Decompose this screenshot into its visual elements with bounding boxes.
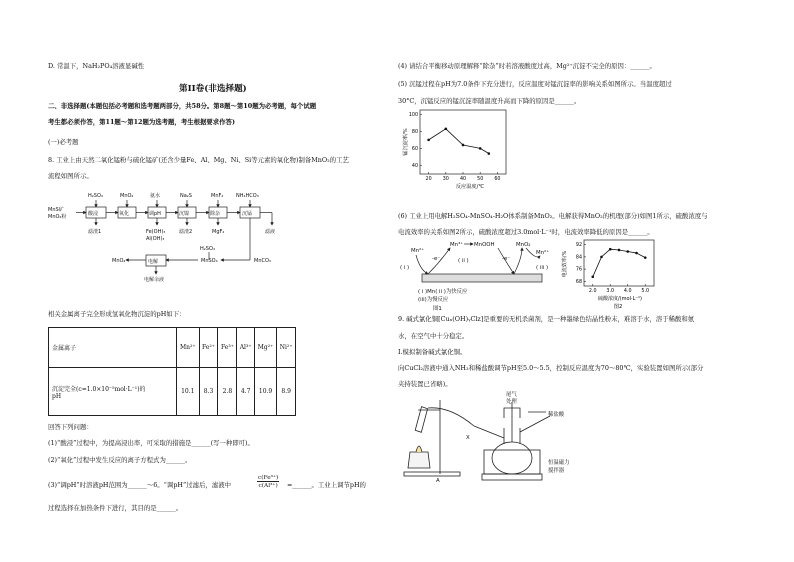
flow-product-1: MnO₂: [112, 258, 126, 264]
chart-2-xtick-label: 4.0: [623, 289, 632, 294]
flow-residue-4: 滤渣2: [179, 229, 193, 235]
mech-species-3: MnOOH: [474, 242, 495, 248]
flow-product-2: MnSO₄: [201, 258, 218, 264]
chart-2-frame: [584, 240, 654, 286]
ph-al3: 4.7: [237, 368, 254, 416]
mech-species-5: Mn²⁺: [536, 250, 550, 256]
table-row-label: [49, 368, 177, 416]
answer-intro: 回答下列问题：: [48, 423, 93, 431]
flow-reagent-2: MnO₂: [120, 193, 134, 199]
mech-step-3: ( iii ): [536, 265, 549, 271]
chart-1-ytick-label: 60: [411, 147, 418, 152]
electrode-bar: [422, 274, 542, 282]
flow-box-label-5: 除杂: [210, 211, 221, 217]
ph-mn2: 10.1: [177, 368, 200, 416]
ph-fe2: 8.3: [199, 368, 218, 416]
chart-1-ytick-label: 40: [411, 164, 418, 170]
chart-1-xtick-label: 40: [459, 177, 467, 182]
question-1: (1)“酸浸”过程中，为提高浸出率，可采取的措施是______(写一种即可)。: [48, 439, 254, 447]
chart-2-data-point: [609, 248, 612, 251]
flow-box-label-7: 电解: [148, 259, 159, 265]
mech-note-2: (iii)为慢反应: [418, 297, 449, 303]
question-3-part-c: 过程选择在加热条件下进行，其目的是______。: [48, 504, 183, 512]
chart-1-series-line: [429, 129, 489, 154]
chart-1-data-point: [427, 139, 430, 142]
chart-2-group: [576, 240, 654, 294]
question-9-part-i: Ⅰ.模拟制备碱式氯化铜。: [398, 348, 467, 356]
flow-product-3: MnCO₃: [254, 258, 271, 264]
question-6-line-2: 电流效率的关系如图2所示，硫酸浓度超过3.0mol·L⁻¹时，电流效率降低的原因是______。: [398, 228, 654, 236]
flow-bottom-note: 电解余液: [144, 277, 165, 283]
intro-line-2: 考生都必须作答，第11题～第12题为选考题，考生根据要求作答): [48, 118, 235, 126]
flow-residue-3: Al(OH)₃: [146, 236, 165, 242]
chart-1-xlabel: 反应温度/℃: [455, 184, 485, 190]
chart-1-frame: [420, 110, 506, 174]
ion-fe2: Fe²⁺: [199, 328, 218, 368]
mechanism-figure-1: [398, 238, 558, 312]
question-5-line-1: (5) 沉锰过程在pH为7.0条件下充分进行，反应温度对锰沉淀率的影响关系如图所示。当温度超过: [398, 80, 672, 88]
chart-2-data-point: [591, 276, 594, 279]
ion-mg2: Mg²⁺: [254, 328, 276, 368]
fig2-label: 图2: [613, 304, 623, 310]
question-2: (2)“氧化”过程中发生反应的离子方程式为______。: [48, 456, 192, 464]
chart-1-ytick-label: 80: [411, 129, 418, 135]
q8-line-1: 8. 工业上由天然二氧化锰粉与硫化锰矿(还含少量Fe、Al、Mg、Ni、Si等元素的氧化物)制备MnO₂的工艺: [48, 156, 349, 164]
row-label-line-2: pH: [52, 392, 62, 400]
flow-reagent-4: Na₂S: [180, 193, 192, 199]
question-4: (4) 请结合平衡移动原理解释“除杂”时若溶液酸度过高，Mg²⁺沉淀不完全的原因：______。: [398, 62, 656, 70]
intro-line-1: 二、非选择题(本题包括必考题和选考题两部分，共58分。第8题～第10题为必考题，每个试题: [48, 102, 317, 110]
flow-residue-5: MgF₂: [212, 229, 225, 235]
flow-box-label-6: 沉锰: [242, 211, 253, 217]
tail-gas-label-1: 尾气: [506, 392, 517, 398]
chart-1-group: [409, 110, 506, 182]
acid-concentration-chart: [560, 236, 660, 310]
tail-gas-label-2: 处理: [506, 399, 517, 405]
stirrer-label-1: 恒温磁力: [548, 460, 570, 466]
table-row: [49, 368, 296, 416]
chart-2-xlabel: 硫酸浓度/(mol·L⁻¹): [598, 296, 642, 302]
ion-al3: Al³⁺: [237, 328, 254, 368]
ratio-denominator: c(Al³⁺): [258, 483, 278, 489]
chart-1-data-point: [488, 152, 491, 155]
mech-step-1: ( i ): [400, 265, 410, 271]
question-3-part-b: =______。工业上调节pH的: [287, 481, 366, 489]
flow-feed-1: MnS矿: [48, 207, 64, 213]
chart-1-xtick-label: 20: [425, 177, 432, 182]
chart-1-ylabel: 锰沉淀率/%: [403, 128, 409, 156]
chart-1-xtick-label: 30: [442, 177, 449, 182]
chart-1-xtick-label: 60: [494, 177, 501, 182]
flow-box-label-4: 沉镍: [179, 211, 190, 217]
flow-residue-6: 滤液: [265, 229, 276, 235]
flow-reagent-7: H₂SO₄: [200, 246, 215, 252]
mech-step-2: ( ii ): [458, 258, 469, 264]
flow-feed-2: MnO₂粉: [48, 214, 67, 220]
ion-fe3: Fe³⁺: [218, 328, 237, 368]
chart-1-xtick-label: 50: [477, 177, 484, 182]
ph-ni2: 8.9: [277, 368, 296, 416]
flow-box-label-1: 酸浸: [88, 211, 99, 217]
question-9-procedure-2: 夹持装置已省略)。: [398, 380, 452, 388]
question-9-line-2: 水，在空气中十分稳定。: [398, 332, 469, 340]
chart-2-ytick-label: 68: [575, 280, 582, 285]
question-5-line-2: 30°C，沉锰反应的锰沉淀率随温度升高而下降的原因是______。: [398, 97, 581, 105]
chart-1-data-point: [479, 147, 482, 150]
table-intro: 相关金属离子完全形成氢氧化物沉淀的pH如下：: [48, 310, 186, 318]
stirrer-label-2: 搅拌器: [548, 468, 565, 474]
process-flow-diagram: [46, 188, 294, 288]
mech-species-4: MnO₂: [516, 242, 531, 248]
chart-2-data-point: [618, 249, 621, 252]
temperature-chart: [400, 106, 512, 190]
mech-species-1: Mn²⁺: [411, 248, 425, 254]
flow-box-label-3: 调pH: [149, 211, 161, 217]
chart-2-data-point: [600, 256, 603, 259]
chart-2-ytick-label: 84: [575, 255, 582, 261]
apparatus-diagram: [400, 388, 636, 484]
flow-residue-2: Fe(OH)₃: [146, 229, 166, 235]
chart-2-data-point: [626, 250, 629, 253]
ph-table: [48, 327, 296, 416]
question-9-line-1: 9. 碱式氯化铜[Cuₓ(OH)ᵧClz]是重要的无机杀菌剂，是一种墨绿色结晶性粉末，难溶于水，溶于稀酸和氨: [398, 315, 695, 323]
acid-label: 稀盐酸: [548, 412, 565, 418]
flow-reagent-3: 氨水: [150, 193, 161, 199]
chart-1-data-point: [462, 144, 465, 147]
row-label-line-1: 沉淀完全(c=1.0×10⁻⁵mol·L⁻¹)的: [52, 385, 146, 393]
chart-2-ytick-label: 76: [575, 267, 582, 273]
chart-2-xtick-label: 5.0: [641, 289, 650, 294]
apparatus-label-a: A: [436, 478, 440, 484]
mech-note-1: ( i )Mn( ii )为快反应: [418, 289, 468, 295]
q8-line-2: 流程如图所示。: [48, 172, 93, 180]
chart-2-data-point: [644, 256, 647, 259]
flow-box-label-2: 氧化: [119, 211, 130, 217]
section-title: 第II卷(非选择题): [179, 84, 247, 94]
ph-mg2: 10.9: [254, 368, 276, 416]
flow-reagent-1: H₂SO₄: [88, 193, 103, 199]
ion-mn2: Mn²⁺: [177, 328, 200, 368]
ph-fe3: 2.8: [218, 368, 237, 416]
table-header-row: [49, 328, 296, 368]
flow-residue-1: 滤渣1: [88, 229, 102, 235]
mech-electron-1: -e⁻: [432, 256, 441, 262]
chart-1-ytick-label: 100: [408, 112, 418, 118]
question-9-procedure-1: 向CuCl₂溶液中通入NH₃和稀盐酸调节pH至5.0～5.5，控制反应温度为70～80℃，实验装置如图所示(部分: [398, 364, 704, 372]
flow-reagent-6: NH₄HCO₃: [236, 193, 259, 199]
chart-2-xtick-label: 3.0: [606, 289, 615, 294]
flow-reagent-5: MnF₂: [211, 193, 224, 199]
mech-electron-2: -e⁻: [502, 256, 511, 262]
part-heading: (一)必考题: [48, 138, 79, 146]
chart-1-data-point: [445, 127, 448, 130]
ratio-numerator: c(Fe³⁺): [258, 475, 279, 481]
ion-ni2: Ni²⁺: [277, 328, 296, 368]
chart-2-ylabel: 电流效率/%: [562, 250, 568, 278]
question-3-part-a: (3)“调pH”时溶液pH范围为______～6。“调pH”过滤后，滤液中: [48, 481, 231, 489]
chart-2-ytick-label: 92: [575, 243, 582, 249]
apparatus-label-x: X: [466, 435, 470, 441]
mech-species-2: Mn³⁺: [450, 242, 464, 248]
table-header-label: 金属离子: [49, 328, 177, 368]
ratio-fraction: [257, 475, 279, 489]
chart-2-data-point: [635, 252, 638, 255]
option-d: D. 常温下，NaH₂PO₄溶液显碱性: [48, 62, 145, 70]
question-6-line-1: (6) 工业上用电解H₂SO₄-MnSO₄-H₂O体系制备MnO₂。电解获得MnO₂的机理(部分)如图1所示，硫酸浓度与: [398, 212, 708, 220]
chart-2-xtick-label: 2.0: [588, 289, 597, 294]
mech-figure-label: 图1: [433, 306, 442, 312]
